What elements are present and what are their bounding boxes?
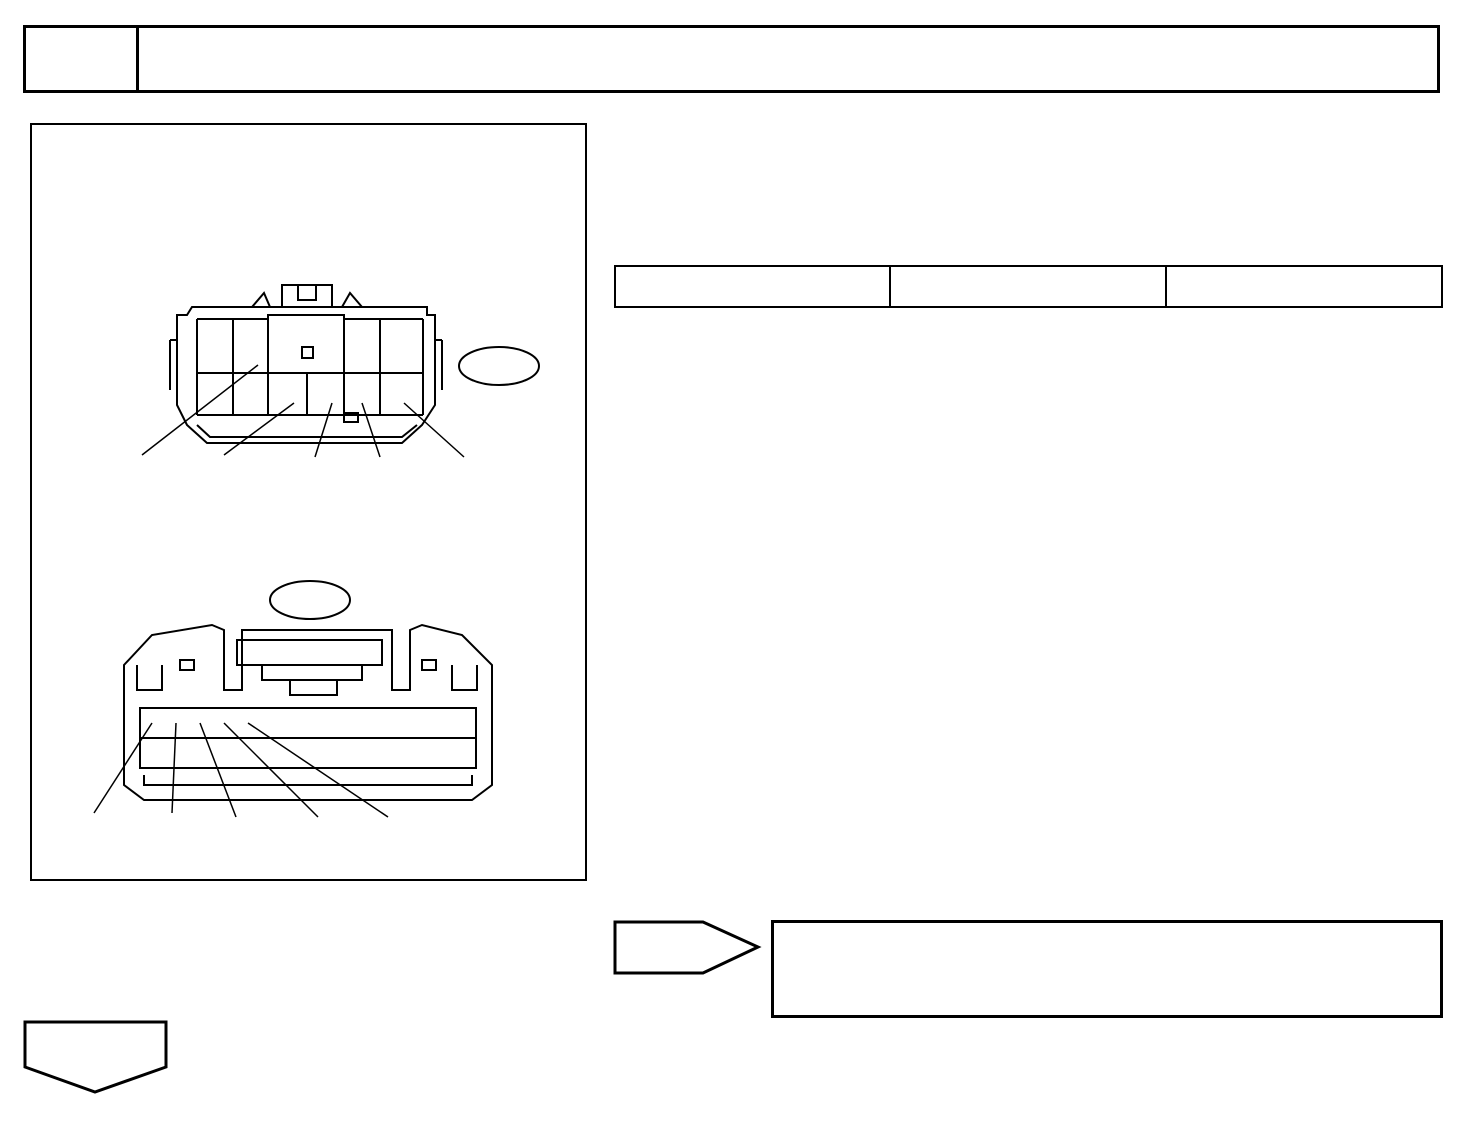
- ng-arrow: [613, 918, 763, 978]
- q7-connector: [170, 285, 539, 443]
- ng-action-box: [771, 920, 1443, 1018]
- connector-diagram: [30, 123, 587, 881]
- step-header: [23, 25, 1440, 93]
- q2-connector: [124, 581, 492, 800]
- table-header-row: [615, 266, 1442, 307]
- column-header-tester-connection: [615, 266, 890, 307]
- column-header-condition: [890, 266, 1165, 307]
- resistance-table: [614, 265, 1443, 308]
- column-header-specified-condition: [1166, 266, 1442, 307]
- ok-arrow: [23, 1020, 173, 1095]
- step-number: [26, 28, 139, 90]
- step-title: [139, 28, 1437, 90]
